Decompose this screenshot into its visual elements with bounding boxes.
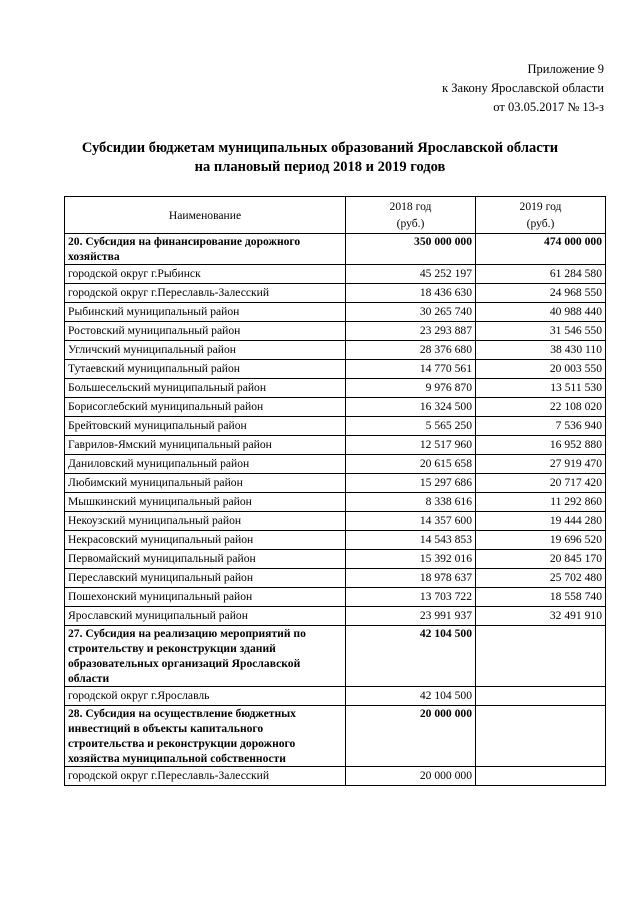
table-row [65, 767, 606, 786]
recipient-name: Первомайский муниципальный район [65, 550, 346, 569]
table-row [65, 341, 606, 360]
recipient-name: Ярославский муниципальный район [65, 607, 346, 626]
header-2019-unit: (руб.) [526, 217, 555, 230]
table-row [65, 322, 606, 341]
recipient-name: Некрасовский муниципальный район [65, 531, 346, 550]
recipient-name: Рыбинский муниципальный район [65, 303, 346, 322]
amount-2018: 20 615 658 [346, 455, 476, 474]
table-row [65, 284, 606, 303]
amount-2019: 22 108 020 [476, 398, 606, 417]
recipient-name: городской округ г.Рыбинск [65, 265, 346, 284]
amount-2019: 20 003 550 [476, 360, 606, 379]
amount-2018: 14 357 600 [346, 512, 476, 531]
amount-2019: 25 702 480 [476, 569, 606, 588]
section-row [65, 234, 606, 265]
section-row [65, 626, 606, 687]
recipient-name: Пошехонский муниципальный район [65, 588, 346, 607]
recipient-name: Некоузский муниципальный район [65, 512, 346, 531]
table-row [65, 687, 606, 706]
recipient-name: Гаврилов-Ямский муниципальный район [65, 436, 346, 455]
section-total-2018: 350 000 000 [346, 234, 476, 265]
amount-2018: 15 392 016 [346, 550, 476, 569]
recipient-name: Мышкинский муниципальный район [65, 493, 346, 512]
amount-2019: 19 696 520 [476, 531, 606, 550]
amount-2018: 16 324 500 [346, 398, 476, 417]
table-row [65, 474, 606, 493]
header-2018-label: 2018 год [389, 200, 432, 213]
recipient-name: городской округ г.Переславль-Залесский [65, 767, 346, 786]
amount-2018: 20 000 000 [346, 767, 476, 786]
amount-2018: 9 976 870 [346, 379, 476, 398]
document-title-line2: на плановый период 2018 и 2019 годов [194, 159, 446, 175]
amount-2018: 42 104 500 [346, 687, 476, 706]
recipient-name: Борисоглебский муниципальный район [65, 398, 346, 417]
table-row [65, 512, 606, 531]
amount-2019: 20 717 420 [476, 474, 606, 493]
recipient-name: Переславский муниципальный район [65, 569, 346, 588]
amount-2019: 40 988 440 [476, 303, 606, 322]
appendix-date: от 03.05.2017 № 13-з [493, 100, 604, 114]
recipient-name: городской округ г.Ярославль [65, 687, 346, 706]
amount-2018: 45 252 197 [346, 265, 476, 284]
recipient-name: Большесельский муниципальный район [65, 379, 346, 398]
section-total-2019 [476, 706, 606, 767]
amount-2019: 18 558 740 [476, 588, 606, 607]
table-row [65, 550, 606, 569]
table-row [65, 569, 606, 588]
header-name [65, 197, 346, 234]
subsidies-table [64, 196, 606, 786]
table-header-row [65, 197, 606, 234]
recipient-name: Даниловский муниципальный район [65, 455, 346, 474]
section-total-2019: 474 000 000 [476, 234, 606, 265]
header-2019 [476, 197, 606, 234]
header-2018 [346, 197, 476, 234]
section-row [65, 706, 606, 767]
header-2018-unit: (руб.) [396, 217, 425, 230]
amount-2018: 23 293 887 [346, 322, 476, 341]
table-row [65, 455, 606, 474]
amount-2019: 27 919 470 [476, 455, 606, 474]
amount-2019: 11 292 860 [476, 493, 606, 512]
section-title: 28. Субсидия на осуществление бюджетных инвестиций в объекты капитального строительства и реконструкции дорожного хозяйства муниципальной собственности [65, 706, 346, 767]
amount-2019: 32 491 910 [476, 607, 606, 626]
amount-2019: 13 511 530 [476, 379, 606, 398]
table-row [65, 436, 606, 455]
amount-2019 [476, 767, 606, 786]
amount-2019: 31 546 550 [476, 322, 606, 341]
recipient-name: Тутаевский муниципальный район [65, 360, 346, 379]
amount-2018: 12 517 960 [346, 436, 476, 455]
header-name-label: Наименование [168, 208, 242, 222]
section-title: 20. Субсидия на финансирование дорожного хозяйства [65, 234, 346, 265]
recipient-name: Брейтовский муниципальный район [65, 417, 346, 436]
table-row [65, 588, 606, 607]
amount-2019: 19 444 280 [476, 512, 606, 531]
header-2019-label: 2019 год [519, 200, 562, 213]
amount-2019: 38 430 110 [476, 341, 606, 360]
table-row [65, 398, 606, 417]
table-row [65, 607, 606, 626]
amount-2018: 5 565 250 [346, 417, 476, 436]
recipient-name: Угличский муниципальный район [65, 341, 346, 360]
table-row [65, 417, 606, 436]
amount-2018: 8 338 616 [346, 493, 476, 512]
appendix-law: к Закону Ярославской области [442, 81, 604, 95]
amount-2019: 61 284 580 [476, 265, 606, 284]
amount-2018: 14 543 853 [346, 531, 476, 550]
table-row [65, 265, 606, 284]
amount-2019: 24 968 550 [476, 284, 606, 303]
table-row [65, 360, 606, 379]
amount-2018: 18 436 630 [346, 284, 476, 303]
section-total-2019 [476, 626, 606, 687]
amount-2018: 30 265 740 [346, 303, 476, 322]
amount-2018: 15 297 686 [346, 474, 476, 493]
recipient-name: Любимский муниципальный район [65, 474, 346, 493]
amount-2018: 23 991 937 [346, 607, 476, 626]
amount-2018: 18 978 637 [346, 569, 476, 588]
table-row [65, 303, 606, 322]
appendix-reference [442, 60, 604, 117]
amount-2019 [476, 687, 606, 706]
table-row [65, 493, 606, 512]
amount-2019: 20 845 170 [476, 550, 606, 569]
recipient-name: городской округ г.Переславль-Залесский [65, 284, 346, 303]
section-total-2018: 20 000 000 [346, 706, 476, 767]
amount-2019: 7 536 940 [476, 417, 606, 436]
recipient-name: Ростовский муниципальный район [65, 322, 346, 341]
table-body [65, 234, 606, 786]
table-row [65, 531, 606, 550]
document-title-line1: Субсидии бюджетам муниципальных образований Ярославской области [81, 140, 559, 156]
amount-2018: 13 703 722 [346, 588, 476, 607]
amount-2019: 16 952 880 [476, 436, 606, 455]
document-title [0, 139, 640, 177]
amount-2018: 28 376 680 [346, 341, 476, 360]
section-total-2018: 42 104 500 [346, 626, 476, 687]
amount-2018: 14 770 561 [346, 360, 476, 379]
appendix-number: Приложение 9 [527, 62, 604, 76]
section-title: 27. Субсидия на реализацию мероприятий по строительству и реконструкции зданий образовательных организаций Ярославской области [65, 626, 346, 687]
table-row [65, 379, 606, 398]
